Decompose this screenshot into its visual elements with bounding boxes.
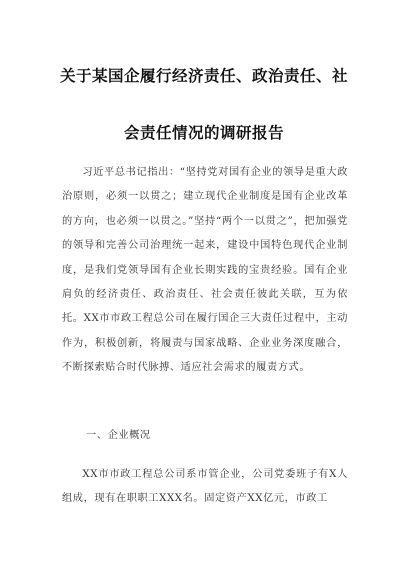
section-heading: 一、企业概况	[86, 430, 151, 441]
report-title-line-1: 关于某国企履行经济责任、政治责任、社	[59, 67, 348, 85]
company-overview-paragraph: XX市市政工程总公司系市管企业，公司党委班子有X人组成，现有在职职工XXX名。固定资产XX亿元，市政工	[62, 469, 348, 505]
intro-paragraph: 习近平总书记指出：“坚持党对国有企业的领导是重大政治原则，必须一以贯之；建立现代企业制度是国有企业改革的方向，也必须一以贯之。”坚持“两个一以贯之”，把加强党的领导和完善公司治理统一起来，建设中国特色现代企业制度，是我们党领导国有企业长期实践的宝贵经验。国有企业肩负的经济责任、政治责任、社会责任彼此关联，互为依托。XX市市政工程总公司在履行国企三大责任过程中，主动作为，积极创新，将履责与国家战略、企业业务深度融合，不断探索贴合时代脉搏、适应社会需求的履责方式。	[62, 167, 348, 374]
report-title-line-2: 会责任情况的调研报告	[123, 124, 284, 142]
